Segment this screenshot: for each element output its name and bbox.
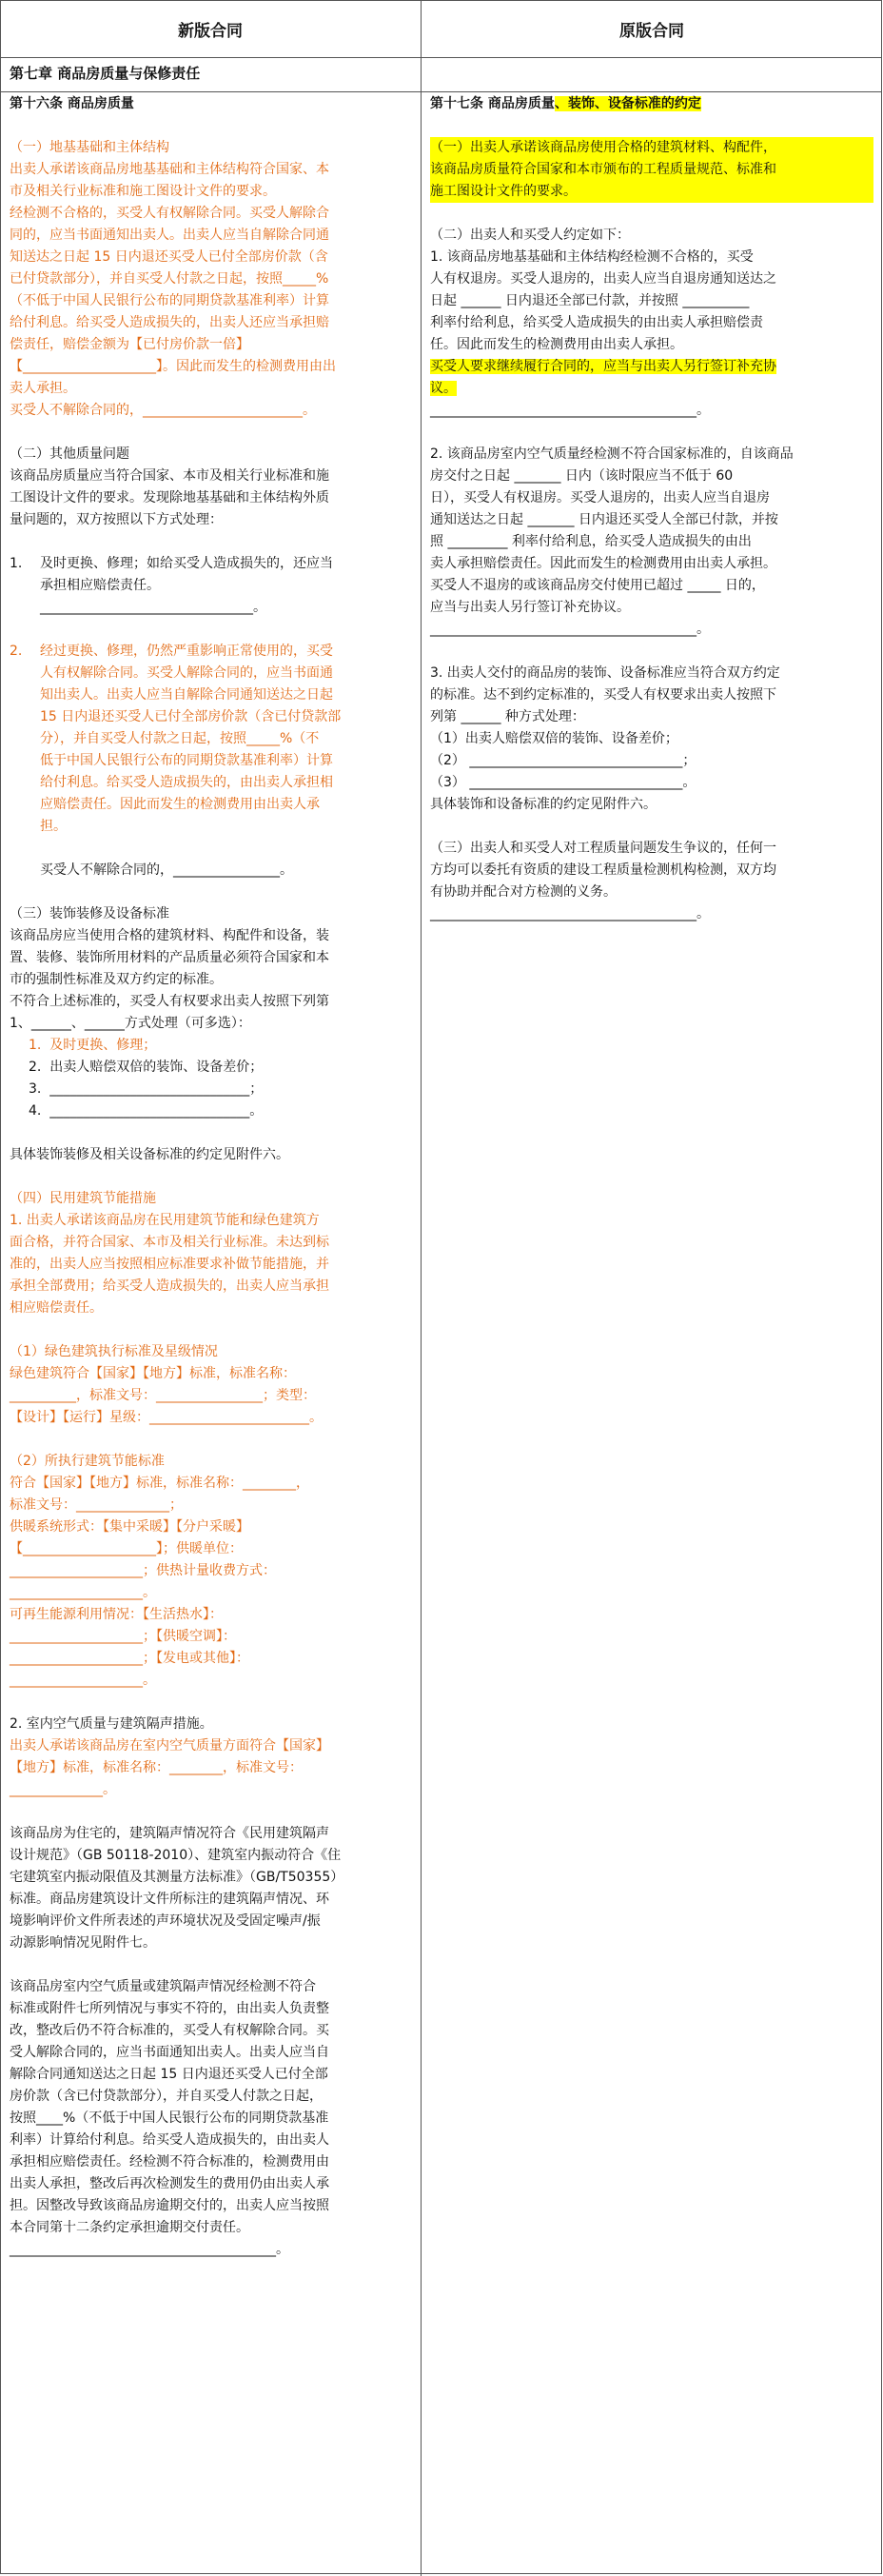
right-s1-highlight	[430, 137, 873, 203]
left-s1-line: 卖人承担。	[10, 381, 76, 396]
left-article-title: 第十六条 商品房质量	[10, 96, 134, 111]
right-p2-line: 照 _________ 利率付给利息，给买受人造成损失的由出	[430, 534, 752, 549]
left-s7-line: 房价款（含已付贷款部分），并自买受人付款之日起，	[10, 2089, 323, 2104]
left-s6-line: 宅建筑室内振动限值及其测量方法标准》（GB/T50355）	[10, 1870, 344, 1885]
left-s2-title: （二）其他质量问题	[10, 446, 129, 462]
left-s2-line: 该商品房质量应当符合国家、本市及相关行业标准和施	[10, 468, 329, 484]
left-s2-item2-line: 人有权解除合同。买受人解除合同的，应当书面通	[40, 665, 333, 681]
left-s6-line: 该商品房为住宅的，建筑隔声情况符合《民用建筑隔声	[10, 1826, 329, 1841]
header-divider	[0, 57, 882, 58]
left-s5-line: 【地方】标准，标准名称：________，标准文号：	[10, 1760, 303, 1775]
chapter-divider	[0, 91, 882, 92]
right-s3-line: （三）出卖人和买受人对工程质量问题发生争议的，任何一	[430, 841, 776, 856]
left-s2-item2-line: 应赔偿责任。因此而发生的检测费用由出卖人承	[40, 797, 320, 812]
left-s2-item2-line: 15 日内退还买受人已付全部房价款（含已付贷款部	[40, 709, 342, 724]
left-s5-title: 2. 室内空气质量与建筑隔声措施。	[10, 1716, 213, 1732]
left-s7-line: 出卖人承担，整改后再次检测发生的费用仍由出卖人承	[10, 2176, 329, 2191]
right-p2-line: 日），买受人有权退房。买受人退房的，出卖人应当自退房	[430, 490, 770, 505]
left-s2-line: 工图设计文件的要求。发现除地基基础和主体结构外质	[10, 490, 329, 505]
left-s2-item2-num: 2.	[10, 644, 23, 659]
left-s2-item2-line: 分），并自买受人付款之日起，按照_____%（不	[40, 731, 320, 746]
header-new-contract: 新版合同	[178, 21, 243, 41]
left-s2-line: 量问题的，双方按照以下方式处理：	[10, 512, 223, 527]
left-s4-2-line: 符合【国家】【地方】标准，标准名称：________，	[10, 1476, 309, 1491]
left-s3-item: 2. 出卖人赔偿双倍的装饰、设备差价；	[29, 1060, 264, 1075]
right-s2-line: 1. 该商品房地基基础和主体结构经检测不合格的，买受	[430, 249, 754, 265]
left-s3-line: 置、装修、装饰所用材料的产品质量必须符合国家和本	[10, 950, 329, 965]
left-s2-item2-line: 知出卖人。出卖人应当自解除合同通知送达之日起	[40, 687, 333, 703]
left-s3-item: 4. ______________________________。	[29, 1103, 264, 1119]
left-s7-line: 改，整改后仍不符合标准的，买受人有权解除合同。买	[10, 2023, 329, 2038]
left-s3-item: 1. 及时更换、修理；	[29, 1038, 157, 1053]
left-s4-1-line: 绿色建筑符合【国家】【地方】标准，标准名称：	[10, 1366, 296, 1381]
left-s1-line: 【____________________】。因此而发生的检测费用由出	[10, 359, 336, 374]
left-s3-line: 市的强制性标准及双方约定的标准。	[10, 972, 223, 987]
right-s2-line: 利率付给利息，给买受人造成损失的由出卖人承担赔偿责	[430, 315, 763, 330]
left-s3-line: 该商品房应当使用合格的建筑材料、构配件和设备，装	[10, 928, 329, 943]
right-article-title-a: 第十七条 商品房质量	[430, 96, 555, 111]
left-s7-line: 受人解除合同的，应当书面通知出卖人。出卖人应当自	[10, 2045, 329, 2060]
left-s2-item1-num: 1.	[10, 556, 23, 571]
left-s3-item: 3. ______________________________；	[29, 1081, 264, 1097]
column-divider	[421, 0, 422, 994]
left-s5-line: 出卖人承诺该商品房在室内空气质量方面符合【国家】	[10, 1738, 329, 1754]
left-s4-line: 承担全部费用；给买受人造成损失的，出卖人应当承担	[10, 1278, 329, 1294]
left-s7-line: 标准或附件七所列情况与事实不符的，由出卖人负责整	[10, 2001, 329, 2016]
left-s1-line: 给付利息。给买受人造成损失的，出卖人还应当承担赔	[10, 315, 329, 330]
right-s3-line: 有协助并配合对方检测的义务。	[430, 884, 617, 900]
left-s1-line: 市及相关行业标准和施工图设计文件的要求。	[10, 184, 276, 199]
left-s7-line: 承担相应赔偿责任。经检测不符合标准的，检测费用由	[10, 2154, 329, 2170]
left-s4-1-line: 【设计】【运行】星级：________________________。	[10, 1410, 323, 1425]
left-s4-line: 相应赔偿责任。	[10, 1300, 103, 1316]
left-s4-1-title: （1）绿色建筑执行标准及星级情况	[10, 1344, 218, 1359]
left-s2-item1-line: 及时更换、修理；如给买受人造成损失的，还应当	[40, 556, 333, 571]
left-s1-line: 同的，应当书面通知出卖人。出卖人应当自解除合同通	[10, 228, 329, 243]
left-s4-2-line: ____________________。	[10, 1585, 156, 1600]
left-s2-item2-line: 担。	[40, 819, 67, 834]
right-s1-line: 该商品房质量符合国家和本市颁布的工程质量规范、标准和	[430, 162, 776, 177]
left-s4-line: 1. 出卖人承诺该商品房在民用建筑节能和绿色建筑方	[10, 1213, 320, 1228]
right-column	[430, 93, 873, 925]
left-s4-line: 准的，出卖人应当按照相应标准要求补做节能措施，并	[10, 1257, 329, 1272]
left-s4-title: （四）民用建筑节能措施	[10, 1191, 156, 1206]
left-s4-2-line: ____________________。	[10, 1673, 156, 1688]
left-s6-line: 境影响评价文件所表述的声环境状况及受固定噪声/振	[10, 1913, 321, 1929]
right-s2-title: （二）出卖人和买受人约定如下：	[430, 228, 630, 243]
left-s4-2-title: （2）所执行建筑节能标准	[10, 1454, 165, 1469]
right-p3-line: 的标准。达不到约定标准的，买受人有权要求出卖人按照下	[430, 687, 776, 703]
right-p2-line: 通知送达之日起 _______ 日内退还买受人全部已付款，并按	[430, 512, 778, 527]
right-p2-line: ________________________________________。	[430, 622, 710, 637]
right-p3-line: 具体装饰和设备标准的约定见附件六。	[430, 797, 657, 812]
left-s6-line: 标准。商品房建筑设计文件所标注的建筑隔声情况、环	[10, 1892, 329, 1907]
right-s3-line: 方均可以委托有资质的建设工程质量检测机构检测，双方均	[430, 862, 776, 878]
left-s7-line: 利率）计算给付利息。给买受人造成损失的，由出卖人	[10, 2132, 329, 2148]
right-s2-highlight-line: 买受人要求继续履行合同的，应当与出卖人另行签订补充协	[430, 359, 776, 374]
right-article-title-b: 、装饰、设备标准的约定	[554, 96, 701, 111]
right-s1-line: （一）出卖人承诺该商品房使用合格的建筑材料、构配件，	[430, 140, 776, 155]
left-s3-tail: 具体装饰装修及相关设备标准的约定见附件六。	[10, 1147, 289, 1162]
right-s1-line: 施工图设计文件的要求。	[430, 184, 577, 199]
right-p3-line: （1）出卖人赔偿双倍的装饰、设备差价；	[430, 731, 678, 746]
left-s3-line: 1、______、______方式处理（可多选）：	[10, 1016, 251, 1031]
left-s4-2-line: 【____________________】；供暖单位：	[10, 1541, 243, 1556]
left-s1-line: 买受人不解除合同的，________________________。	[10, 403, 316, 418]
left-s1-line: （不低于中国人民银行公布的同期贷款基准利率）计算	[10, 293, 329, 308]
right-s2-line: 日起 ______ 日内退还全部已付款，并按照 __________	[430, 293, 750, 308]
right-s2-highlight-line: 议。	[430, 381, 457, 396]
left-column	[10, 93, 415, 2261]
left-s3-line: 不符合上述标准的，买受人有权要求出卖人按照下列第	[10, 994, 329, 1009]
left-s1-title: （一）地基基础和主体结构	[10, 140, 169, 155]
right-p2-line: 房交付之日起 _______ 日内（该时限应当不低于 60	[430, 468, 734, 484]
left-s7-line: 解除合同通知送达之日起 15 日内退还买受人已付全部	[10, 2067, 328, 2082]
left-s4-2-line: 可再生能源利用情况：【生活热水】：	[10, 1607, 223, 1622]
right-s2-line: 人有权退房。买受人退房的，出卖人应当自退房通知送达之	[430, 271, 776, 287]
left-s1-line: 出卖人承诺该商品房地基基础和主体结构符合国家、本	[10, 162, 329, 177]
header-original-contract: 原版合同	[619, 21, 684, 41]
left-s2-item1-line: ________________________________。	[40, 600, 266, 615]
right-s2-blank: ________________________________________。	[430, 403, 710, 418]
left-s1-line: 知送达之日起 15 日内退还买受人已付全部房价款（含	[10, 249, 328, 265]
right-s2-line: 任。因此而发生的检测费用由出卖人承担。	[430, 337, 683, 352]
left-s4-2-line: ____________________；【供暖空调】：	[10, 1629, 236, 1644]
left-s1-line: 偿责任，赔偿金额为【已付房价款一倍】	[10, 337, 249, 352]
left-s2-item2-line: 低于中国人民银行公布的同期贷款基准利率）计算	[40, 753, 333, 768]
right-p3-line: （3） ________________________________。	[430, 775, 697, 790]
right-p3-line: 3. 出卖人交付的商品房的装饰、设备标准应当符合双方约定	[430, 665, 780, 681]
left-s3-title: （三）装饰装修及设备标准	[10, 906, 169, 921]
left-s7-line: 按照____%（不低于中国人民银行公布的同期贷款基准	[10, 2110, 329, 2126]
right-p2-line: 应当与出卖人另行签订补充协议。	[430, 600, 630, 615]
left-s1-line: 已付贷款部分），并自买受人付款之日起，按照_____%	[10, 271, 329, 287]
right-s3-line: ________________________________________。	[430, 906, 710, 921]
left-s7-line: ________________________________________。	[10, 2242, 289, 2257]
left-s6-line: 动源影响情况见附件七。	[10, 1935, 156, 1951]
right-p3-line: （2） ________________________________；	[430, 753, 697, 768]
left-s4-2-line: ____________________；【发电或其他】：	[10, 1651, 249, 1666]
left-s4-2-line: ____________________；供热计量收费方式：	[10, 1563, 276, 1578]
left-s1-line: 经检测不合格的，买受人有权解除合同。买受人解除合	[10, 206, 329, 221]
left-s4-line: 面合格，并符合国家、本市及相关行业标准。未达到标	[10, 1235, 329, 1250]
left-s4-2-line: 标准文号：______________；	[10, 1497, 183, 1513]
left-s5-line: ______________。	[10, 1782, 116, 1797]
left-s2-item2-line: 经过更换、修理，仍然严重影响正常使用的，买受	[40, 644, 333, 659]
left-s7-line: 担。因整改导致该商品房逾期交付的，出卖人应当按照	[10, 2198, 329, 2213]
left-s2-item1-line: 承担相应赔偿责任。	[40, 578, 160, 593]
left-s7-line: 该商品房室内空气质量或建筑隔声情况经检测不符合	[10, 1979, 316, 1994]
right-p2-line: 2. 该商品房室内空气质量经检测不符合国家标准的，自该商品	[430, 446, 794, 462]
left-s4-1-line: __________，标准文号：________________；类型：	[10, 1388, 316, 1403]
left-s7-line: 本合同第十二条约定承担逾期交付责任。	[10, 2220, 249, 2235]
right-p2-line: 买受人不退房的或该商品房交付使用已超过 _____ 日的，	[430, 578, 765, 593]
left-s2-item2-tail: 买受人不解除合同的，________________。	[40, 862, 293, 878]
column-divider-lower	[421, 994, 422, 2576]
left-s2-item2-line: 给付利息。给买受人造成损失的，由出卖人承担相	[40, 775, 333, 790]
right-p2-line: 卖人承担赔偿责任。因此而发生的检测费用由出卖人承担。	[430, 556, 776, 571]
left-s6-line: 设计规范》（GB 50118-2010）、建筑室内振动符合《住	[10, 1848, 342, 1863]
chapter-title: 第七章 商品房质量与保修责任	[10, 65, 201, 82]
left-s4-2-line: 供暖系统形式：【集中采暖】【分户采暖】	[10, 1519, 249, 1535]
right-p3-line: 列第 ______ 种方式处理：	[430, 709, 585, 724]
